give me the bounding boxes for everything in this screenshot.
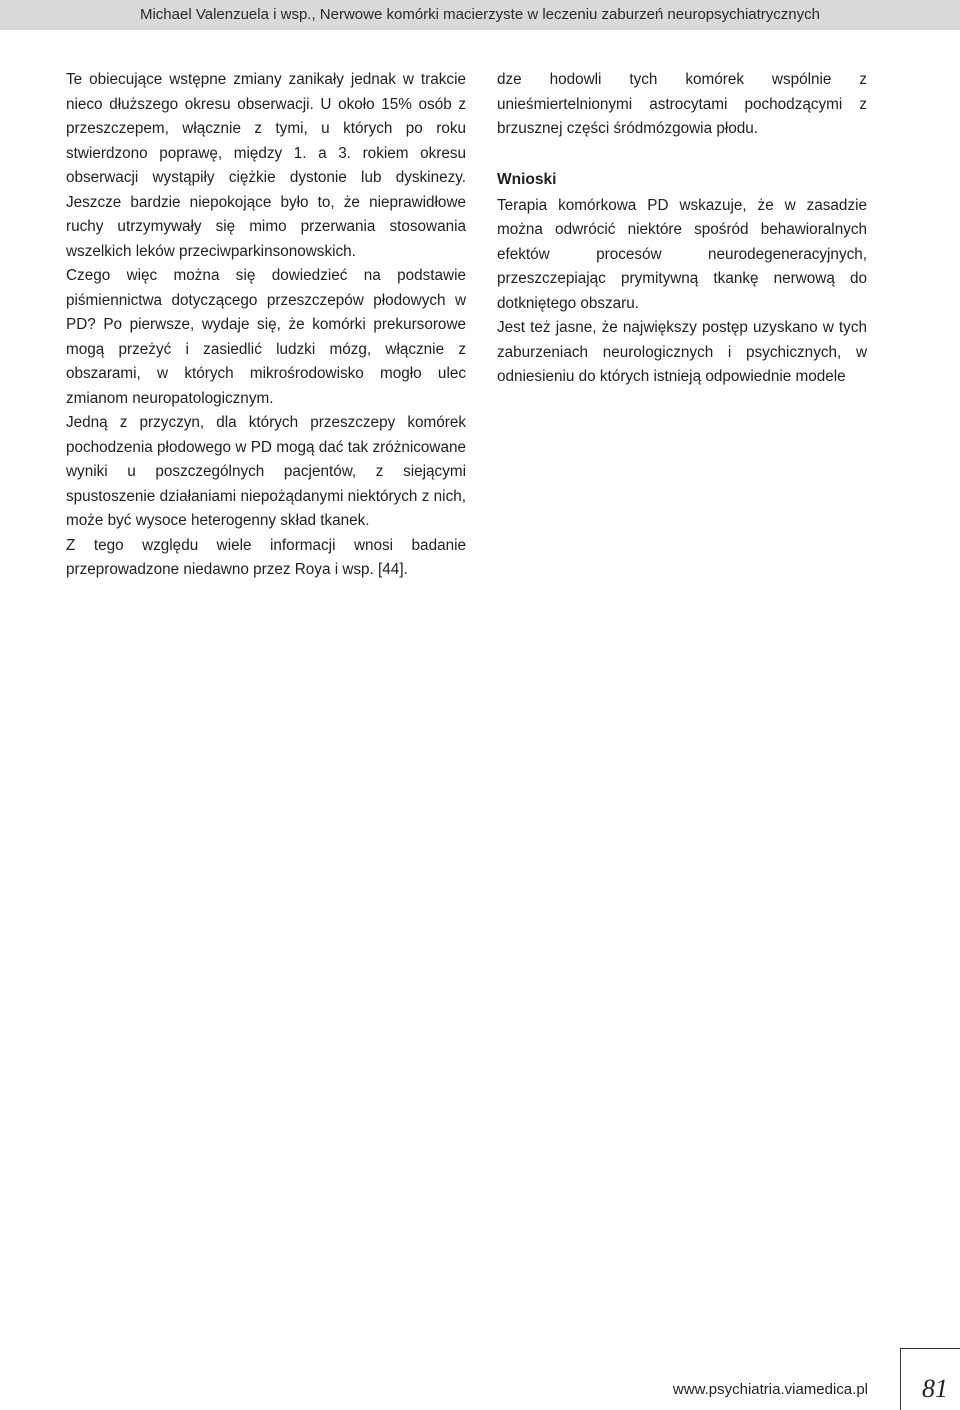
left-paragraph-1: Te obiecujące wstępne zmiany zanikały jednak w trakcie nieco dłuższego okresu obserwacji. U około 15% osób z przeszczepem, włącznie z tymi, u których po roku stwierdzono poprawę, między 1. a 3. rokiem okresu obserwacji wystąpiły ciężkie dystonie lub dyskinezy. Jeszcze bardzie niepokojące było to, że nieprawidłowe ruchy utrzymywały się mimo przerwania stosowania wszelkich leków przeciwparkinsonowskich.: [66, 71, 466, 260]
footer-url[interactable]: www.psychiatria.viamedica.pl: [672, 1381, 868, 1398]
left-column: [66, 68, 466, 583]
page-number: 81: [922, 1374, 948, 1403]
section-heading-wnioski: Wnioski: [497, 170, 557, 188]
footer-divider-vertical: [900, 1348, 901, 1410]
right-column: [497, 68, 867, 390]
running-header: Michael Valenzuela i wsp., Nerwowe komórki macierzyste w leczeniu zaburzeń neuropsychiatrycznych: [139, 6, 820, 23]
left-paragraph-4: Z tego względu wiele informacji wnosi badanie przeprowadzone niedawno przez Roya i wsp. [44].: [66, 536, 466, 578]
left-paragraph-2: Czego więc można się dowiedzieć na podstawie piśmiennictwa dotyczącego przeszczepów płodowych w PD? Po pierwsze, wydaje się, że komórki prekursorowe mogą przeżyć i zasiedlić ludzki mózg, włącznie z obszarami, w których mikrośrodowisko mogło ulec zmianom neuropatologicznym.: [66, 267, 466, 407]
right-paragraph-2: Terapia komórkowa PD wskazuje, że w zasadzie można odwrócić niektóre spośród behawioralnych efektów procesów neurodegeneracyjnych, przeszczepiając prymitywną tkankę nerwową do dotkniętego obszaru.: [497, 196, 867, 312]
right-paragraph-1: dze hodowli tych komórek wspólnie z unieśmiertelnionymi astrocytami pochodzącymi z brzusznej części śródmózgowia płodu.: [497, 71, 867, 137]
left-paragraph-3: Jedną z przyczyn, dla których przeszczepy komórek pochodzenia płodowego w PD mogą dać tak zróżnicowane wyniki u poszczególnych pacjentów, z siejącymi spustoszenie działaniami niepożądanymi niektórych z nich, może być wysoce heterogenny skład tkanek.: [66, 414, 466, 529]
right-paragraph-3: Jest też jasne, że największy postęp uzyskano w tych zaburzeniach neurologicznych i psychicznych, w odniesieniu do których istnieją odpowiednie modele: [497, 319, 867, 385]
footer-divider-horizontal: [900, 1348, 960, 1349]
